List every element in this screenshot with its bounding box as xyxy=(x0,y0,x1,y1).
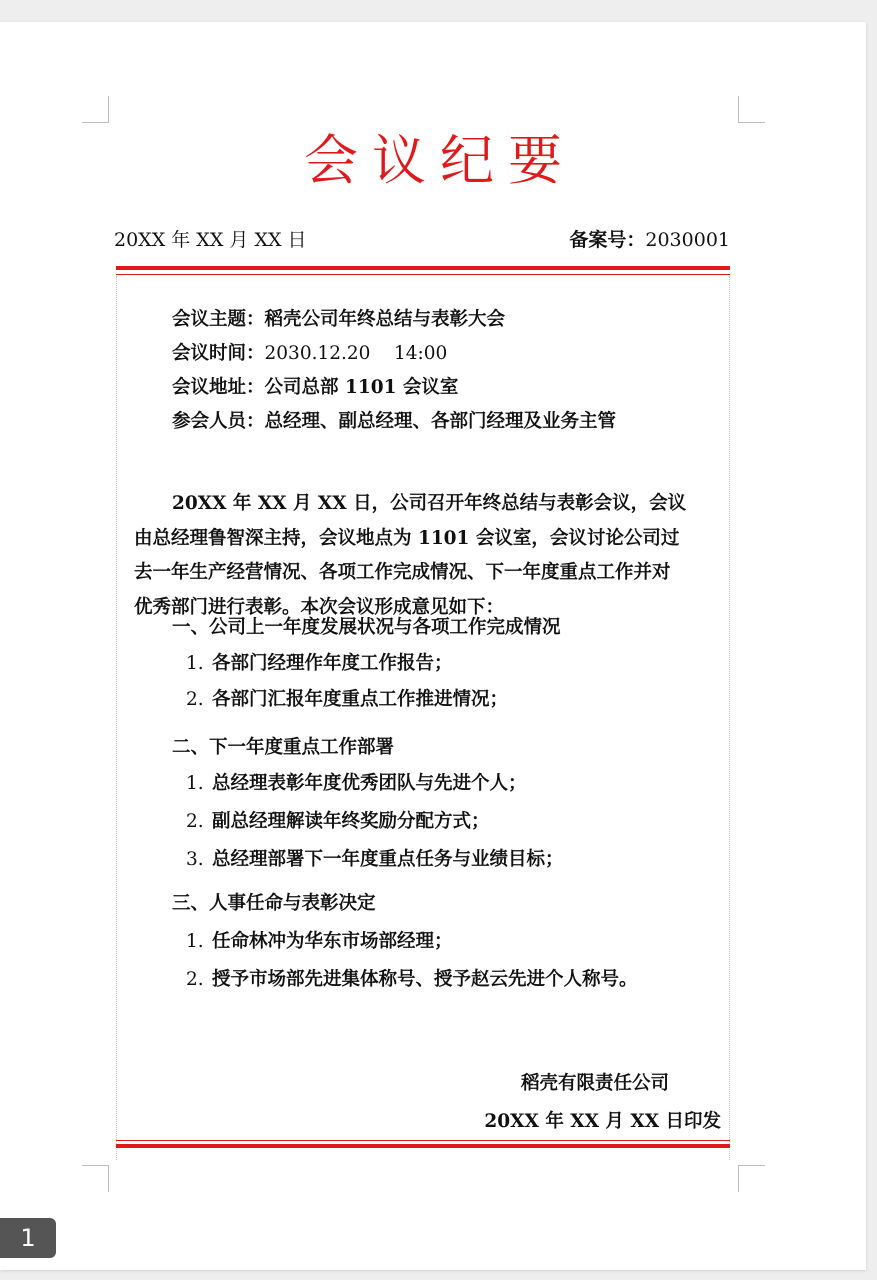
header-date: 20XX 年 XX 月 XX 日 xyxy=(114,229,307,251)
signature-company: 稻壳有限责任公司 xyxy=(520,1073,669,1094)
document-page xyxy=(0,22,866,1270)
info-address: 会议地址：公司总部 1101 会议室 xyxy=(172,377,459,398)
list-item: 1. 任命林冲为华东市场部经理； xyxy=(186,931,453,952)
section-heading: 一、公司上一年度发展状况与各项工作完成情况 xyxy=(172,617,561,638)
margin-corner-mark xyxy=(82,96,109,123)
body-paragraph xyxy=(134,487,724,625)
list-item: 2. 副总经理解读年终奖励分配方式； xyxy=(186,811,490,832)
list-item: 1. 各部门经理作年度工作报告； xyxy=(186,653,453,674)
signature-date: 20XX 年 XX 月 XX 日印发 xyxy=(484,1111,721,1132)
section-heading: 三、人事任命与表彰决定 xyxy=(172,893,376,914)
list-item: 1. 总经理表彰年度优秀团队与先进个人； xyxy=(186,773,527,794)
section-heading: 二、下一年度重点工作部署 xyxy=(172,737,395,758)
content-frame xyxy=(116,276,730,1160)
info-time: 会议时间：2030.12.20 14:00 xyxy=(172,343,448,364)
document-title: 会议纪要 xyxy=(304,129,576,192)
info-subject: 会议主题：稻壳公司年终总结与表彰大会 xyxy=(172,309,506,330)
body-line: 由总经理鲁智深主持，会议地点为 1101 会议室，会议讨论公司过 xyxy=(134,527,680,549)
bottom-red-rule-thick xyxy=(116,1144,730,1148)
page-number-badge[interactable]: 1 xyxy=(0,1218,56,1258)
record-label: 备案号： xyxy=(569,229,646,251)
list-item: 2. 授予市场部先进集体称号、授予赵云先进个人称号。 xyxy=(186,969,638,990)
body-line: 20XX 年 XX 月 XX 日，公司召开年终总结与表彰会议，会议 xyxy=(172,493,687,514)
list-item: 2. 各部门汇报年度重点工作推进情况； xyxy=(186,689,509,710)
body-line: 优秀部门进行表彰。本次会议形成意见如下： xyxy=(134,596,505,618)
record-number xyxy=(569,228,730,252)
list-item: 3. 总经理部署下一年度重点任务与业绩目标； xyxy=(186,849,564,870)
top-red-rule-thin xyxy=(116,274,730,275)
margin-corner-mark xyxy=(738,96,765,123)
record-number-value: 2030001 xyxy=(645,229,730,251)
margin-corner-mark xyxy=(738,1165,765,1192)
top-red-rule-thick xyxy=(116,266,730,270)
info-attendees: 参会人员：总经理、副总经理、各部门经理及业务主管 xyxy=(172,411,617,432)
margin-corner-mark xyxy=(82,1165,109,1192)
body-line: 去一年生产经营情况、各项工作完成情况、下一年度重点工作并对 xyxy=(134,562,671,583)
bottom-red-rule-thin xyxy=(116,1140,730,1141)
